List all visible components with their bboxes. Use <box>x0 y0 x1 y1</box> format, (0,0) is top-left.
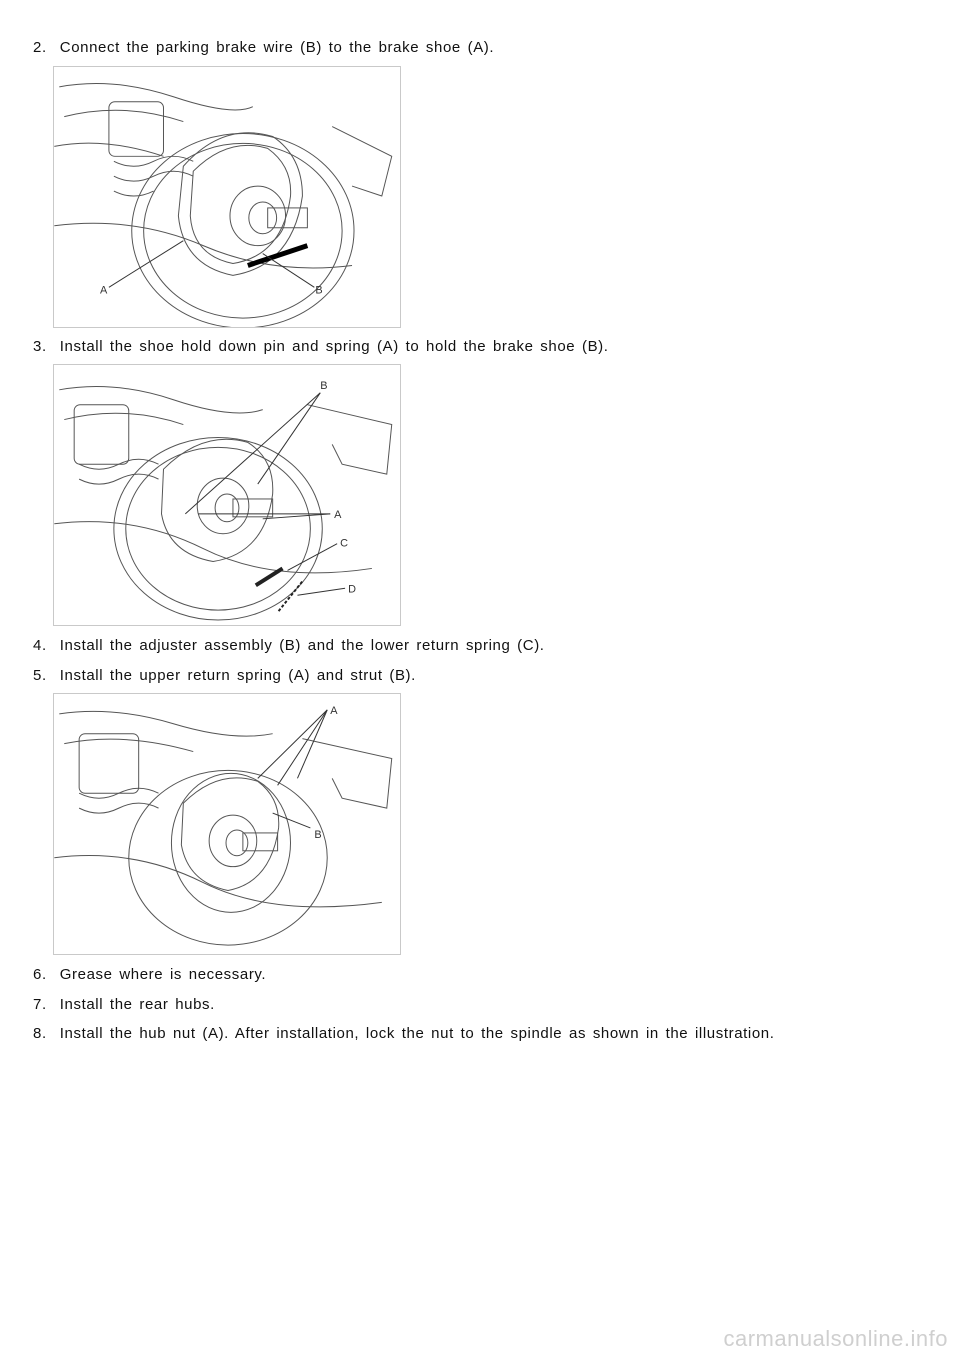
label-b: B <box>314 828 322 841</box>
step-2 <box>33 39 494 56</box>
step-6 <box>33 966 266 983</box>
step-number: 8. <box>33 1025 47 1042</box>
label-b: B <box>320 379 328 392</box>
step-3 <box>33 338 609 355</box>
label-c: C <box>340 537 349 550</box>
label-a: A <box>99 284 108 297</box>
brake-illustration-3 <box>54 694 400 954</box>
step-8 <box>33 1025 775 1042</box>
step-4 <box>33 637 545 654</box>
step-text: Install the adjuster assembly (B) and the lower return spring (C). <box>59 637 545 654</box>
label-a: A <box>334 508 342 521</box>
step-number: 2. <box>33 39 47 56</box>
step-number: 6. <box>33 966 47 983</box>
brake-illustration-2 <box>54 365 400 625</box>
step-number: 5. <box>33 667 47 684</box>
step-5 <box>33 667 416 684</box>
step-number: 7. <box>33 996 47 1013</box>
step-number: 3. <box>33 338 47 355</box>
step-text: Install the hub nut (A). After installation, lock the nut to the spindle as shown in the illustration. <box>59 1025 775 1042</box>
step-7 <box>33 996 215 1013</box>
step-text: Install the rear hubs. <box>59 996 215 1013</box>
brake-illustration-1 <box>54 67 400 327</box>
figure-upper-return-spring <box>53 693 401 955</box>
watermark: carmanualsonline.info <box>723 1326 948 1351</box>
step-text: Connect the parking brake wire (B) to the brake shoe (A). <box>59 39 495 56</box>
label-a: A <box>330 704 338 717</box>
label-d: D <box>348 583 356 596</box>
step-number: 4. <box>33 637 47 654</box>
figure-hold-down-pin <box>53 364 401 626</box>
figure-parking-brake-wire <box>53 66 401 328</box>
step-text: Install the upper return spring (A) and strut (B). <box>59 667 416 684</box>
step-text: Install the shoe hold down pin and spring (A) to hold the brake shoe (B). <box>59 338 609 355</box>
label-b: B <box>315 284 323 297</box>
step-text: Grease where is necessary. <box>59 966 267 983</box>
